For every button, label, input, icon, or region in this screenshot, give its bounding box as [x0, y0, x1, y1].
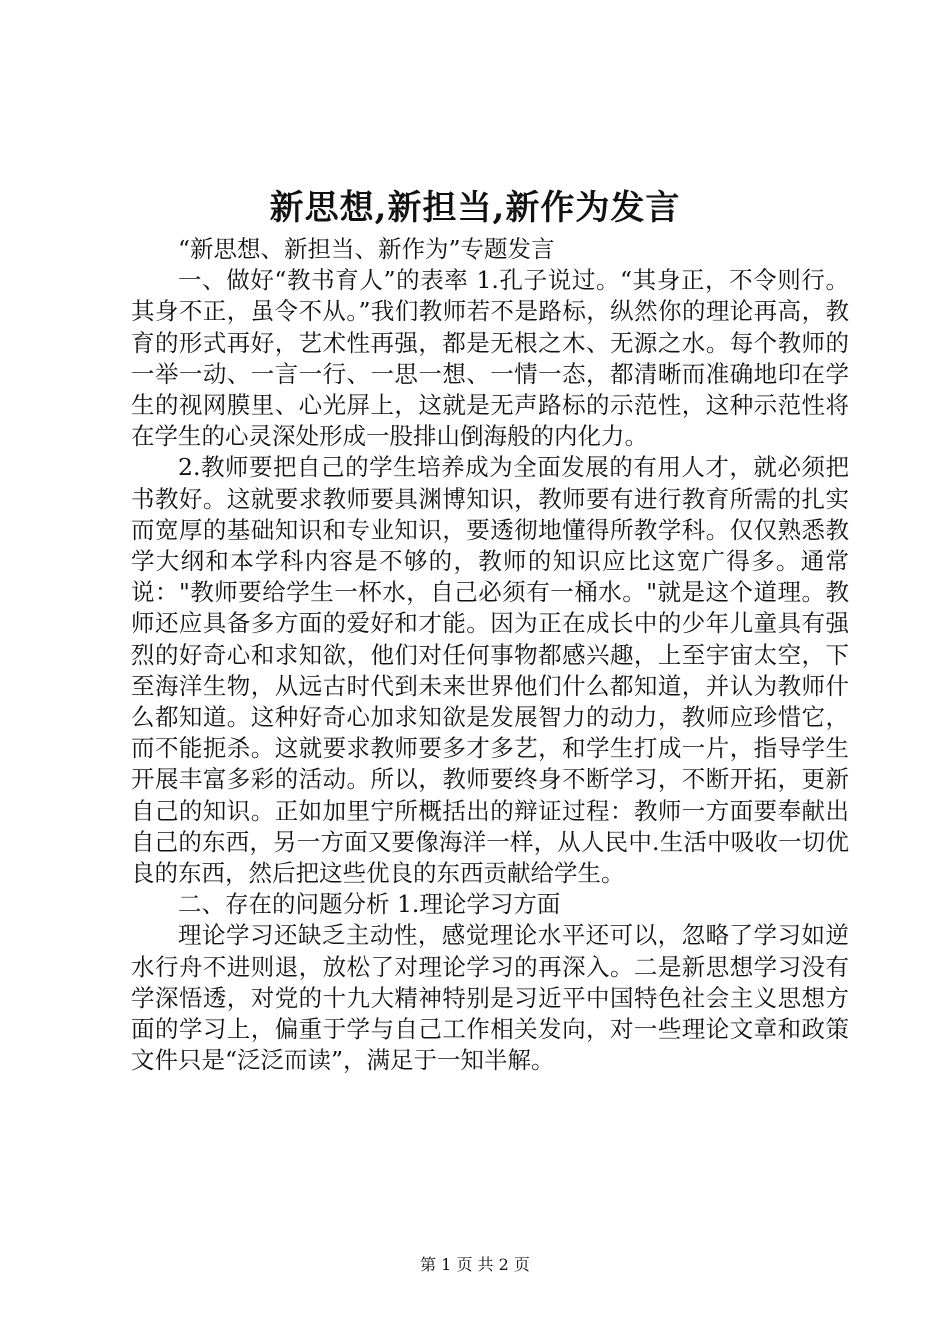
page-footer: 第 1 页 共 2 页: [420, 1255, 530, 1274]
document-body: [131, 234, 849, 1076]
paragraph-section-two-heading: 二、存在的问题分析 1.理论学习方面: [178, 890, 561, 919]
paragraph-subtitle: “新思想、新担当、新作为”专题发言: [178, 235, 555, 263]
document-title: 新思想,新担当,新作为发言: [269, 188, 681, 228]
paragraph-section-one: 一、做好“教书育人”的表率 1.孔子说过。“其身正，不令则行。其身不正，虽令不从。”我们教师若不是路标，纵然你的理论再高，教育的形式再好，艺术性再强，都是无根之木、无源之水。每个教师的一举一动、一言一行、一思一想、一情一态，都清晰而准确地印在学生的视网膜里、心光屏上，这就是无声路标的示范性，这种示范性将在学生的心灵深处形成一股排山倒海般的内化力。: [131, 266, 849, 451]
paragraph-point-two: 2.教师要把自己的学生培养成为全面发展的有用人才，就必须把书教好。这就要求教师要具渊博知识，教师要有进行教育所需的扎实而宽厚的基础知识和专业知识，要透彻地懂得所教学科。仅仅熟悉教学大纲和本学科内容是不够的，教师的知识应比这宽广得多。通常说："教师要给学生一杯水，自己必须有一桶水。"就是这个道理。教师还应具备多方面的爱好和才能。因为正在成长中的少年儿童具有强烈的好奇心和求知欲，他们对任何事物都感兴趣，上至宇宙太空，下至海洋生物，从远古时代到未来世界他们什么都知道，并认为教师什么都知道。这种好奇心加求知欲是发展智力的动力，教师应珍惜它，而不能扼杀。这就要求教师要多才多艺，和学生打成一片，指导学生开展丰富多彩的活动。所以，教师要终身不断学习，不断开拓，更新自己的知识。正如加里宁所概括出的辩证过程：教师一方面要奉献出自己的东西，另一方面又要像海洋一样，从人民中.生活中吸收一切优良的东西，然后把这些优良的东西贡献给学生。: [131, 453, 849, 888]
paragraph-theory-study: 理论学习还缺乏主动性，感觉理论水平还可以，忽略了学习如逆水行舟不进则退，放松了对理论学习的再深入。二是新思想学习没有学深悟透，对党的十九大精神特别是习近平中国特色社会主义思想方面的学习上，偏重于学与自己工作相关发向，对一些理论文章和政策文件只是“泛泛而读”，满足于一知半解。: [131, 921, 849, 1075]
